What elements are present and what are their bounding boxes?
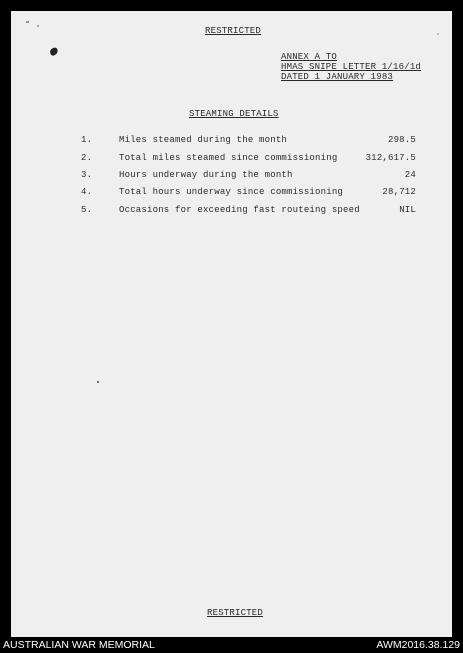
item-number: 5. [81,205,93,215]
paper-speck [437,33,439,35]
item-description: Hours underway during the month [119,170,293,180]
accession-number: AWM2016.38.129 [376,639,460,651]
item-value: 298.5 [387,135,416,145]
document-title: STEAMING DETAILS [189,109,279,119]
list-item [11,170,452,186]
institution-name: AUSTRALIAN WAR MEMORIAL [3,639,155,651]
annex-line-1: ANNEX A TO [281,52,338,62]
item-description: Total miles steamed since commissioning [119,153,338,163]
document-page [11,11,452,637]
item-description: Miles steamed during the month [119,135,288,145]
item-description: Total hours underway since commissioning [119,187,344,197]
item-description: Occasions for exceeding fast routeing speed [119,205,360,215]
list-item [11,135,452,151]
paper-speck [37,25,39,27]
item-value: 312,617.5 [365,153,416,163]
item-number: 4. [81,187,93,197]
annex-line-3: DATED 1 JANUARY 1983 [281,72,394,82]
list-item [11,205,452,221]
item-number: 2. [81,153,93,163]
annex-reference [281,52,421,82]
paper-speck [97,381,99,383]
item-value: 24 [404,170,416,180]
list-item [11,153,452,169]
list-item [11,187,452,203]
classification-footer: RESTRICTED [207,608,264,618]
item-number: 3. [81,170,93,180]
paper-speck [26,21,29,23]
item-value: NIL [399,205,416,215]
classification-header: RESTRICTED [205,26,262,36]
item-value: 28,712 [382,187,416,197]
annex-line-2: HMAS SNIPE LETTER 1/16/1d [281,62,422,72]
item-number: 1. [81,135,93,145]
archive-caption-bar [0,637,463,653]
ink-blot [49,47,59,57]
